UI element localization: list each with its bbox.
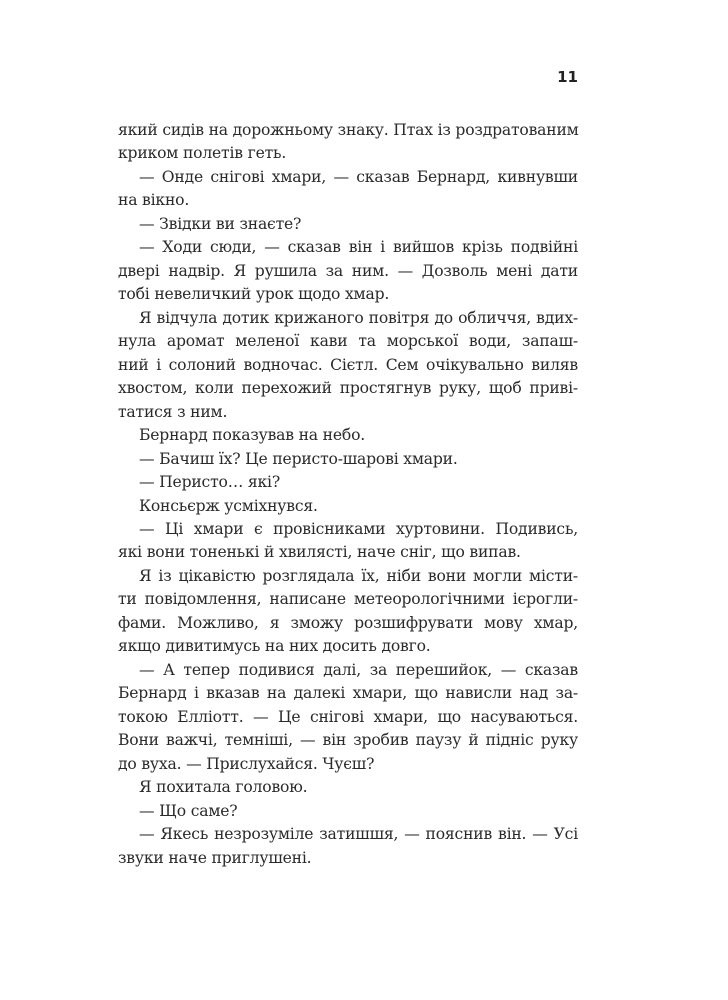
text-line: — Якесь незрозуміле затишшя, — пояснив він. — Усі: [139, 825, 578, 844]
text-line: на вікно.: [118, 191, 190, 210]
text-line: Консьєрж усміхнувся.: [139, 496, 318, 515]
text-line: — Що саме?: [139, 801, 238, 820]
text-line: татися з ним.: [118, 402, 228, 421]
text-line: тобі невеличкий урок щодо хмар.: [118, 285, 390, 304]
page-number: 11: [557, 68, 578, 86]
text-line: які вони тоненькі й хвилясті, наче сніг, що випав.: [118, 543, 521, 562]
text-line: Я відчула дотик крижаного повітря до обличчя, вдих-: [139, 308, 578, 327]
text-line: — Бачиш їх? Це перисто-шарові хмари.: [139, 449, 458, 468]
text-line: Я похитала головою.: [139, 778, 308, 797]
text-line: токою Еллiотт. — Це снігові хмари, що насуваються.: [118, 707, 578, 726]
text-line: нула аромат меленої кави та морської води, запаш-: [118, 332, 578, 351]
body-text: [118, 119, 578, 870]
text-line: Я із цікавістю розглядала їх, ніби вони могли місти-: [139, 566, 578, 585]
text-line: який сидів на дорожньому знаку. Птах із роздратованим: [118, 121, 579, 139]
text-line: хвостом, коли перехожий простягнув руку, щоб приві-: [118, 379, 578, 398]
text-line: звуки наче приглушені.: [118, 848, 312, 867]
text-line: — Звідки ви знаєте?: [139, 214, 302, 233]
text-line: ти повідомлення, написане метеорологічними ієрогли-: [118, 590, 578, 609]
text-line: Бернард показував на небо.: [139, 426, 366, 445]
text-line: двері надвір. Я рушила за ним. — Дозволь мені дати: [118, 261, 578, 280]
text-line: фами. Можливо, я зможу розшифрувати мову хмар,: [118, 613, 578, 632]
text-line: — Ходи сюди, — сказав він і вийшов крізь подвійні: [139, 238, 578, 257]
text-line: — Перисто… які?: [139, 473, 280, 492]
text-line: — Ці хмари є провісниками хуртовини. Подивись,: [139, 519, 578, 538]
text-line: — Онде снігові хмари, — сказав Бернард, кивнувши: [139, 167, 578, 186]
text-line: криком полетів геть.: [118, 144, 287, 163]
text-line: Бернард і вказав на далекі хмари, що нависли над за-: [118, 684, 578, 703]
text-line: — А тепер подивися далі, за перешийок, — сказав: [139, 660, 578, 679]
text-line: ний і солоний водночас. Сієтл. Сем очікувально виляв: [118, 355, 578, 374]
text-line: Вони важчі, темніші, — він зробив паузу й підніс руку: [118, 731, 578, 750]
text-line: якщо дивитимусь на них досить довго.: [118, 637, 431, 656]
text-line: до вуха. — Прислухайся. Чуєш?: [118, 754, 375, 773]
